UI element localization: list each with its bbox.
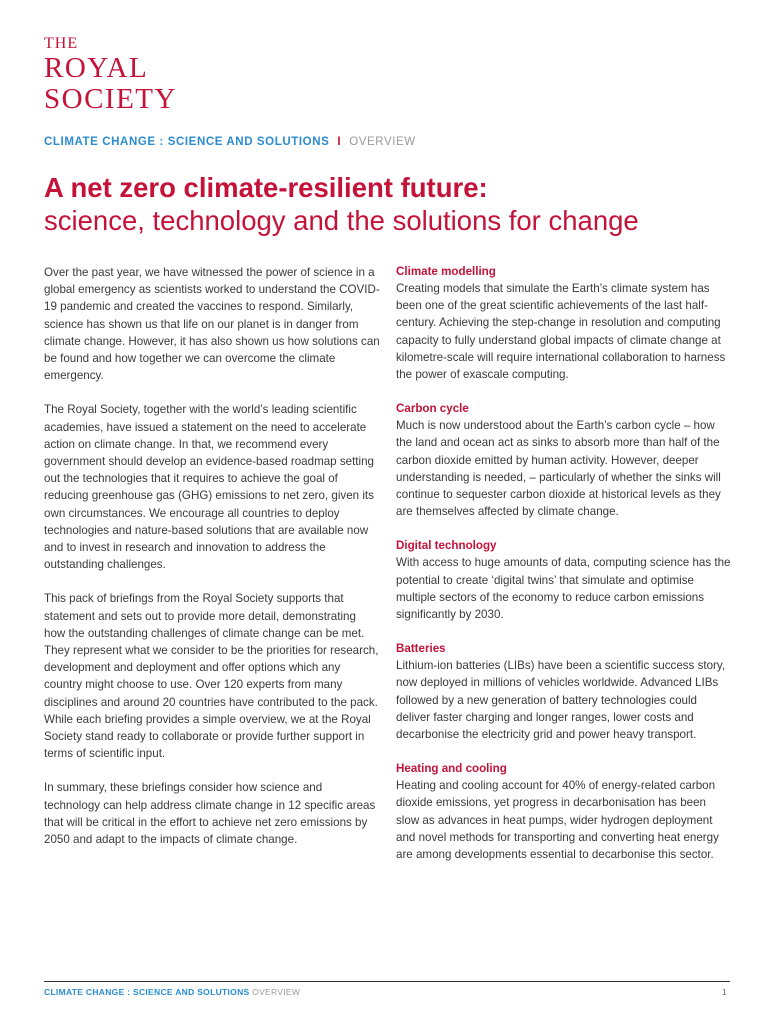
footer-series [44,987,300,997]
section-heading: Climate modelling [396,265,496,278]
section-heading: Carbon cycle [396,402,469,416]
footer-divider [44,981,730,982]
section-climate-modelling [396,263,732,383]
logo-line-royal: ROYAL [44,52,149,84]
page-number: 1 [722,987,727,997]
logo-line-society: SOCIETY [44,83,177,115]
intro-paragraph: Over the past year, we have witnessed the power of science in a global emergency as scientists worked to understand the COVID-19 pandemic and created the vaccines to respond. Similarly, science has shown us that life on our planet is in danger from climate change. However, it has also shown us how solutions can be found and how together we can overcome the climate emergency. [44,266,380,383]
royal-society-logo [44,36,177,114]
section-batteries [396,640,732,743]
section-body: Heating and cooling account for 40% of energy-related carbon dioxide emissions, yet progress in decarbonisation has been slow as advances in heat pumps, wider hydrogen deployment and novel methods for transporting and converting heat energy are among developments essential to decarbonise this sector. [396,779,719,862]
section-digital-technology [396,537,732,623]
footer-section: OVERVIEW [252,987,301,997]
section-body: With access to huge amounts of data, computing science has the potential to create ‘digital twins’ that simulate and optimise multiple sectors of the economy to reduce carbon emissions significantly by 2030. [396,556,731,622]
summary-paragraph: In summary, these briefings consider how science and technology can help address climate change in 12 specific areas that will be critical in the effort to achieve net zero emissions by 2050 and adapt to the impacts of climate change. [44,781,376,847]
logo-line-the: THE [44,35,79,52]
series-separator: I [337,136,342,148]
section-carbon-cycle [396,400,732,520]
section-body: Creating models that simulate the Earth’s climate system has been one of the great scientific achievements of the last half-century. Achieving the step-change in resolution and computing capacity to fully understand global impacts of climate change at kilometre-scale will require international collaboration to harness the power of exascale computing. [396,282,726,382]
series-section: OVERVIEW [349,136,416,148]
section-heading: Batteries [396,642,446,656]
section-heating-cooling [396,760,732,863]
page-title: A net zero climate-resilient future: [44,172,488,203]
section-body: Lithium-ion batteries (LIBs) have been a scientific success story, now deployed in millions of vehicles worldwide. Advanced LIBs followed by a new generation of battery technologies could deliver faster charging and longer ranges, lower costs and decarbonise the electricity grid and power heavy transport. [396,659,726,742]
section-heading: Digital technology [396,539,497,553]
section-body: Much is now understood about the Earth’s carbon cycle – how the land and ocean act as sinks to absorb more than half of the carbon dioxide emitted by human activity. However, deeper understanding is needed, – particularly of whether the sinks will continue to sequester carbon dioxide at historical levels as they are themselves affected by climate change. [396,419,721,519]
left-column [44,264,380,865]
section-heading: Heating and cooling [396,762,507,776]
series-header [44,136,416,148]
footer-series-title: CLIMATE CHANGE : SCIENCE AND SOLUTIONS [44,987,250,997]
statement-paragraph: The Royal Society, together with the world’s leading scientific academies, have issued a statement on the need to accelerate action on climate change. In that, we recommend every government should develop an evidence-based roadmap setting out the technologies that it requires to achieve the goal of reducing greenhouse gas (GHG) emissions to net zero, given its own circumstances. We encourage all countries to deploy technologies and nature-based solutions that are available now and to invest in research and innovation to address the outstanding challenges. [44,403,374,572]
briefings-paragraph: This pack of briefings from the Royal Society supports that statement and sets out to provide more detail, demonstrating how the outstanding challenges of climate change can be met. They represent what we consider to be the priorities for research, development and deployment and offer options which any country might choose to use. Over 120 experts from many disciplines and around 20 countries have contributed to the pack. While each briefing provides a simple overview, we at the Royal Society stand ready to collaborate or provide further support in terms of scientific input. [44,592,379,761]
right-column [396,263,732,880]
page-subtitle: science, technology and the solutions for change [44,205,639,236]
series-title: CLIMATE CHANGE : SCIENCE AND SOLUTIONS [44,136,330,148]
